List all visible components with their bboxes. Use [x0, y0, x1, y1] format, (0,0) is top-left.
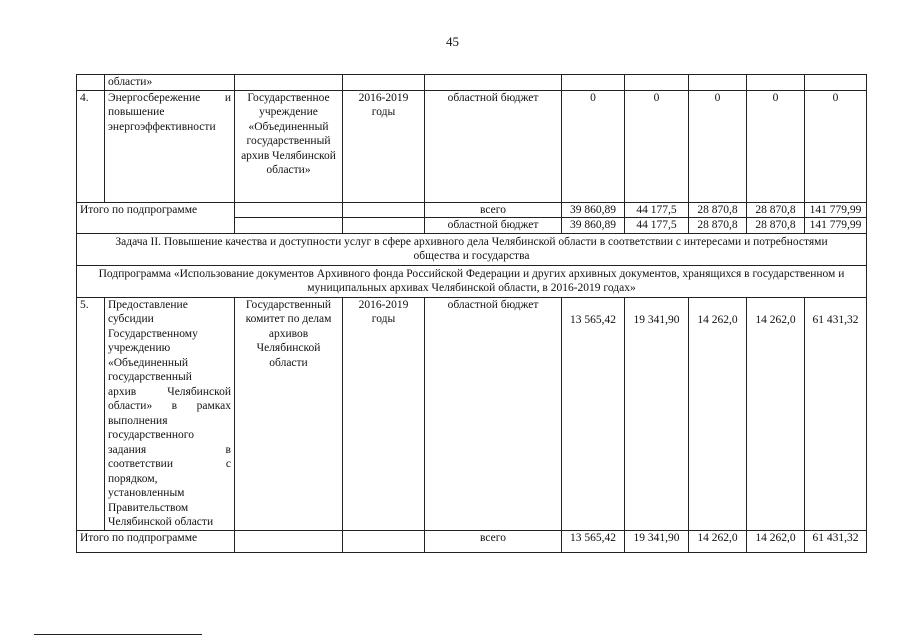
action-name-line: Челябинской области [108, 516, 214, 528]
table-row [77, 218, 867, 234]
row-number: 4. [77, 90, 105, 202]
value-cell: 0 [805, 90, 867, 202]
table-row [77, 90, 867, 202]
action-name [105, 297, 235, 530]
value-cell: 13 565,42 [562, 530, 625, 552]
value-cell: 19 341,90 [625, 530, 689, 552]
action-name-line: выполнения [108, 414, 168, 427]
action-name-line: государственного [108, 429, 194, 441]
action-name-line: задания в [108, 443, 231, 456]
value-cell: 14 262,0 [689, 297, 747, 530]
value-cell: 141 779,99 [805, 202, 867, 218]
table-row [77, 233, 867, 265]
table-row [77, 265, 867, 297]
action-name-line: энергоэффективности [108, 120, 216, 133]
executor: Государственное учреждение «Объединенный государственный архив Челябинской области» [235, 90, 343, 202]
value-cell: 39 860,89 [562, 202, 625, 218]
period: 2016-2019 годы [343, 90, 425, 202]
action-name-line: «Объединенный [108, 356, 188, 369]
action-name-line: Государственному [108, 327, 198, 340]
value-cell: 44 177,5 [625, 218, 689, 234]
action-name-line: архив Челябинской [108, 385, 231, 398]
funding-source: всего [425, 202, 562, 218]
value-cell: 44 177,5 [625, 202, 689, 218]
action-name-line: учреждению [108, 342, 171, 354]
footnote-separator [34, 634, 202, 635]
period: 2016-2019 годы [343, 297, 425, 530]
value-cell: 141 779,99 [805, 218, 867, 234]
value-cell: 0 [625, 90, 689, 202]
value-cell: 61 431,32 [805, 297, 867, 530]
action-name-line: Предоставление [108, 298, 188, 311]
action-name-line: порядком, [108, 472, 158, 485]
action-name-line: Правительством [108, 501, 189, 514]
page-number: 45 [446, 34, 459, 49]
value-cell: 28 870,8 [689, 202, 747, 218]
value-cell: 14 262,0 [747, 297, 805, 530]
action-name-line: соответствии с [108, 458, 231, 470]
action-name-line: Энергосбережение и [108, 91, 231, 104]
value-cell: 0 [747, 90, 805, 202]
value-cell: 61 431,32 [805, 530, 867, 552]
value-cell: 0 [562, 90, 625, 202]
funding-source: областной бюджет [425, 218, 562, 234]
value-cell: 28 870,8 [747, 202, 805, 218]
value-cell: 19 341,90 [625, 297, 689, 530]
task-heading: Задача II. Повышение качества и доступности услуг в сфере архивного дела Челябинской области в соответствии с интересами и потребностями общества и государства [77, 233, 867, 265]
row-number: 5. [77, 297, 105, 530]
action-name-line: установленным [108, 487, 185, 499]
value-cell: 0 [689, 90, 747, 202]
action-name-line: повышение [108, 106, 165, 118]
subprogram-heading: Подпрограмма «Использование документов Архивного фонда Российской Федерации и других архивных документов, хранящихся в государственном и муниципальных архивах Челябинской области, в 2016-2019 годах» [77, 265, 867, 297]
funding-source: областной бюджет [425, 90, 562, 202]
action-name-line: субсидии [108, 313, 154, 325]
value-cell: 28 870,8 [689, 218, 747, 234]
action-name: области» [105, 75, 235, 91]
value-cell: 28 870,8 [747, 218, 805, 234]
action-name-line: государственный [108, 371, 192, 383]
executor: Государственный комитет по делам архивов Челябинской области [235, 297, 343, 530]
table-row [77, 530, 867, 552]
value-cell: 39 860,89 [562, 218, 625, 234]
funding-source: всего [425, 530, 562, 552]
table-row [77, 75, 867, 91]
funding-source: областной бюджет [425, 297, 562, 530]
total-label: Итого по подпрограмме [77, 530, 235, 552]
action-name [105, 90, 235, 202]
table-row [77, 297, 867, 530]
table-row [77, 202, 867, 218]
action-name-line: области» в рамках [108, 400, 231, 412]
program-funding-table [76, 74, 867, 553]
value-cell: 14 262,0 [747, 530, 805, 552]
total-label: Итого по подпрограмме [77, 202, 235, 218]
value-cell: 13 565,42 [562, 297, 625, 530]
value-cell: 14 262,0 [689, 530, 747, 552]
